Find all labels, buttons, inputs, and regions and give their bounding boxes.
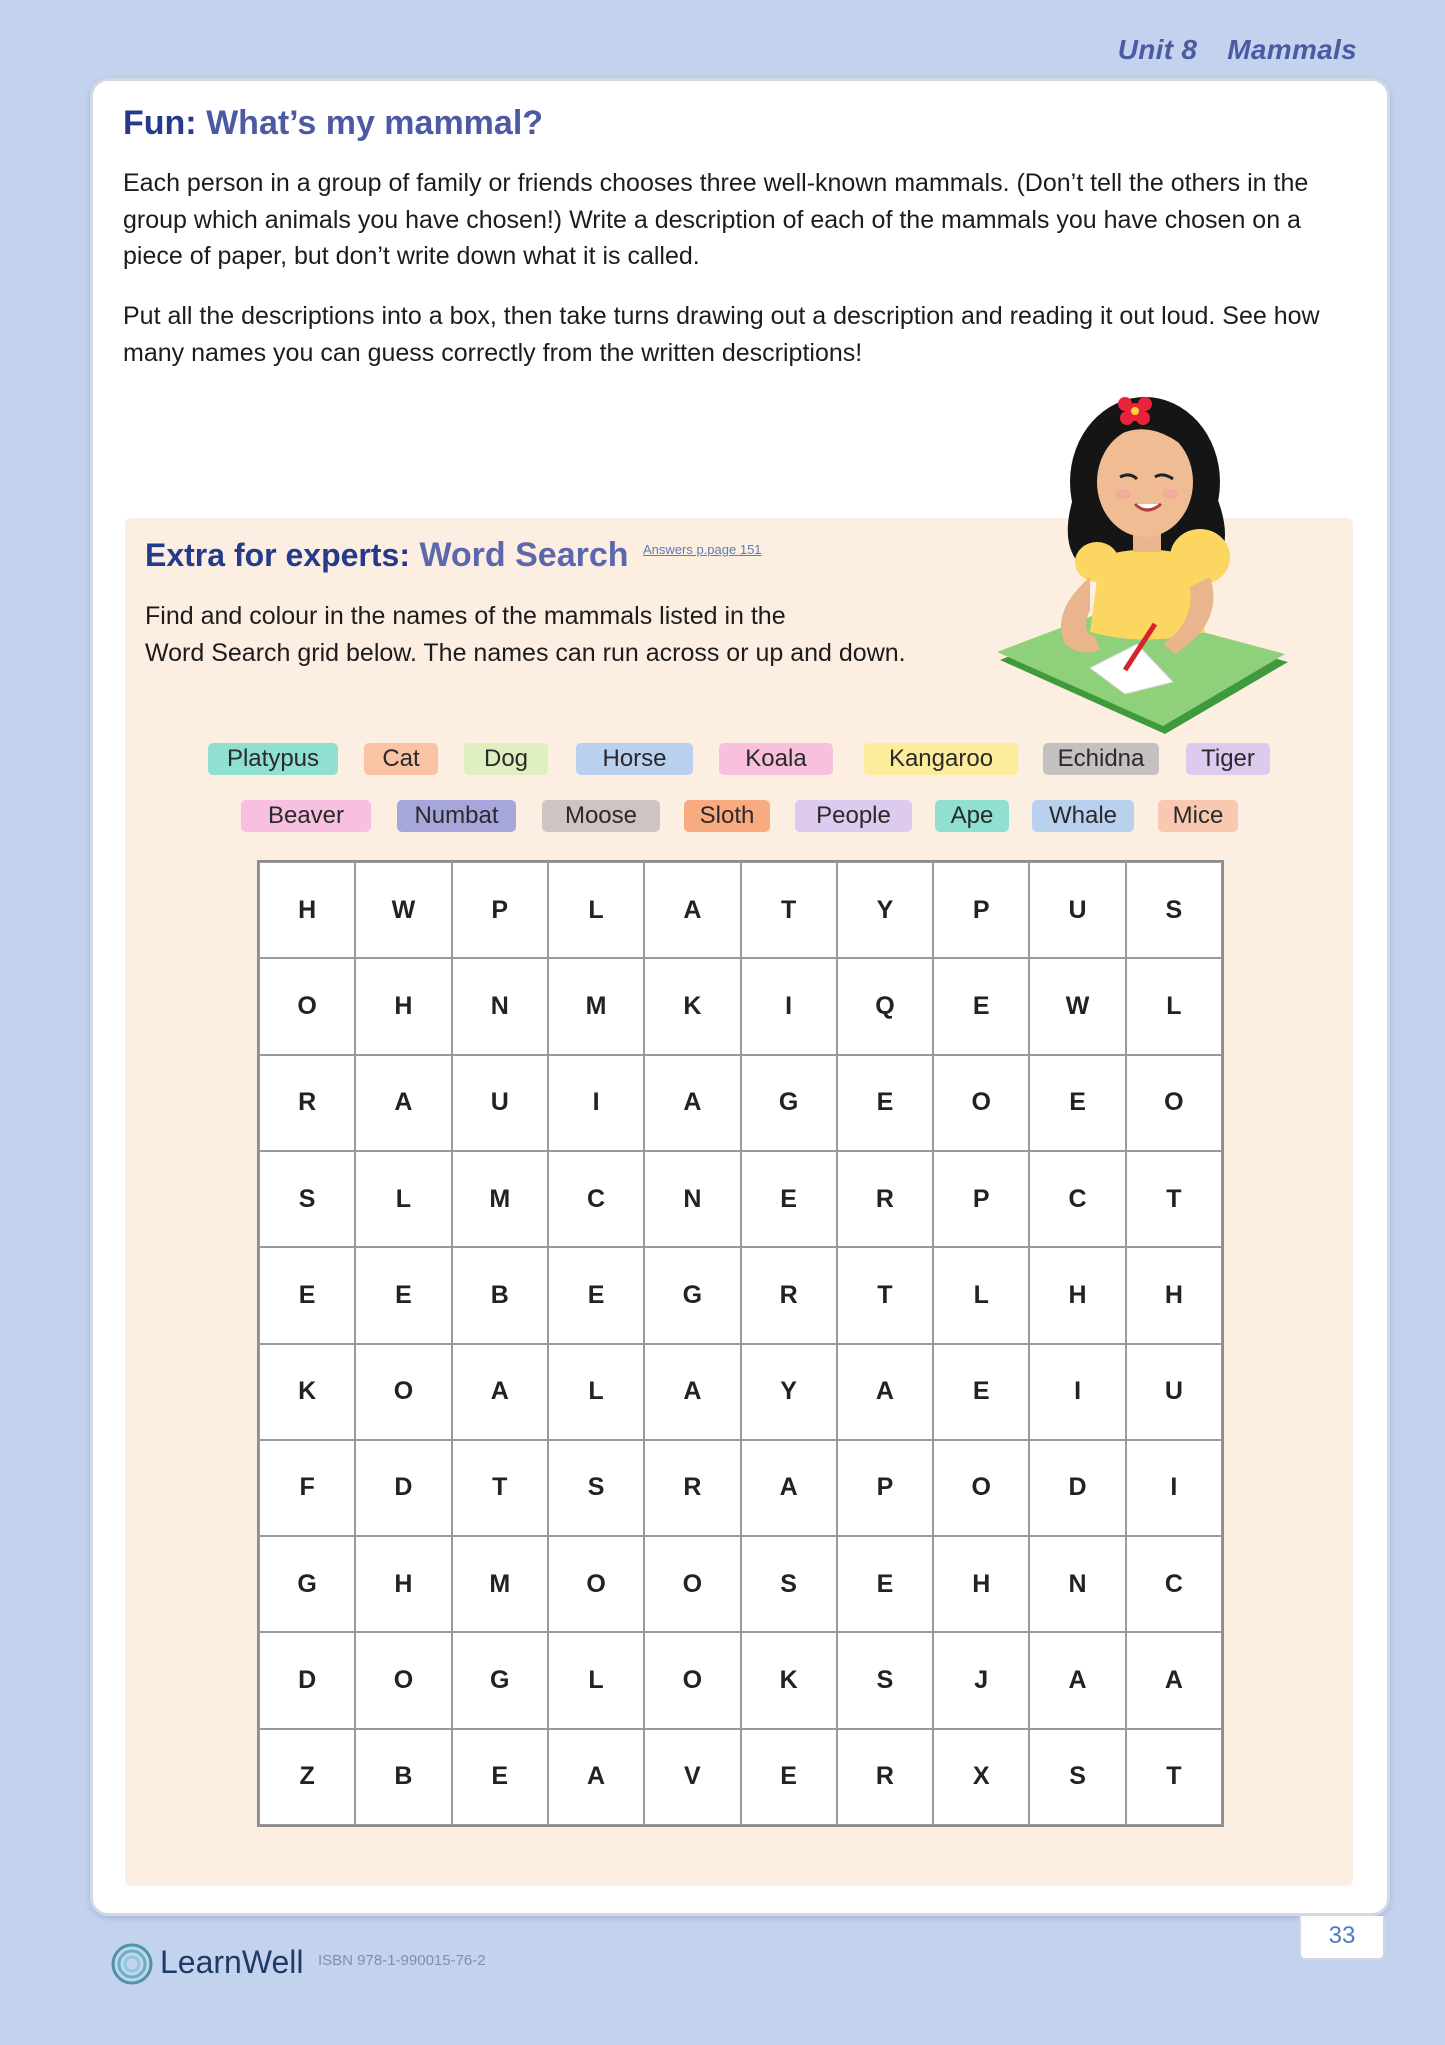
grid-cell[interactable]: E <box>452 1729 548 1825</box>
grid-cell[interactable]: E <box>548 1247 644 1343</box>
grid-cell[interactable]: X <box>933 1729 1029 1825</box>
grid-cell[interactable]: F <box>259 1440 355 1536</box>
grid-cell[interactable]: H <box>259 862 355 958</box>
unit-title: Mammals <box>1227 34 1357 65</box>
grid-cell[interactable]: W <box>355 862 451 958</box>
word-tag[interactable]: Platypus <box>208 743 338 775</box>
brand-name: LearnWell <box>160 1944 304 1980</box>
grid-cell[interactable]: C <box>1126 1536 1222 1632</box>
grid-cell[interactable]: R <box>259 1055 355 1151</box>
word-tag[interactable]: Horse <box>576 743 693 775</box>
fun-paragraph-2: Put all the descriptions into a box, then take turns drawing out a description and reading it out loud. See how many names you can guess correctly from the written descriptions! <box>123 302 1320 367</box>
grid-cell[interactable]: P <box>452 862 548 958</box>
grid-cell[interactable]: B <box>355 1729 451 1825</box>
fun-paragraph-1: Each person in a group of family or friends chooses three well-known mammals. (Don’t tell the others in the group which animals you have chosen!) Write a description of each of the mammals you have chosen on a piece of paper, but don’t write down what it is called. <box>123 169 1309 270</box>
grid-cell[interactable]: L <box>1126 958 1222 1054</box>
grid-cell[interactable]: L <box>548 1344 644 1440</box>
grid-cell[interactable]: E <box>933 1344 1029 1440</box>
grid-cell[interactable]: E <box>837 1536 933 1632</box>
grid-cell[interactable]: L <box>548 862 644 958</box>
grid-cell[interactable]: O <box>259 958 355 1054</box>
grid-cell[interactable]: E <box>259 1247 355 1343</box>
grid-cell[interactable]: I <box>1029 1344 1125 1440</box>
extra-heading <box>145 536 629 575</box>
grid-cell[interactable]: A <box>1126 1632 1222 1728</box>
grid-cell[interactable]: N <box>452 958 548 1054</box>
grid-cell[interactable]: U <box>1029 862 1125 958</box>
grid-cell[interactable]: K <box>644 958 740 1054</box>
word-tag[interactable]: Cat <box>364 743 438 775</box>
extra-title: Word Search <box>419 536 629 574</box>
isbn: ISBN 978-1-990015-76-2 <box>318 1952 486 1969</box>
grid-cell[interactable]: S <box>741 1536 837 1632</box>
grid-cell[interactable]: L <box>355 1151 451 1247</box>
grid-cell[interactable]: A <box>741 1440 837 1536</box>
grid-cell[interactable]: S <box>837 1632 933 1728</box>
grid-cell[interactable]: C <box>548 1151 644 1247</box>
grid-cell[interactable]: G <box>452 1632 548 1728</box>
grid-cell[interactable]: P <box>837 1440 933 1536</box>
grid-cell[interactable]: R <box>837 1151 933 1247</box>
unit-header <box>1118 34 1357 66</box>
grid-cell[interactable]: S <box>1126 862 1222 958</box>
grid-cell[interactable]: A <box>644 1055 740 1151</box>
grid-cell[interactable]: A <box>837 1344 933 1440</box>
page-number: 33 <box>1299 1916 1385 1960</box>
grid-cell[interactable]: D <box>355 1440 451 1536</box>
word-tag[interactable]: Echidna <box>1043 743 1159 775</box>
grid-cell[interactable]: Y <box>837 862 933 958</box>
word-tag[interactable]: Koala <box>719 743 833 775</box>
grid-cell[interactable]: Z <box>259 1729 355 1825</box>
grid-cell[interactable]: Y <box>741 1344 837 1440</box>
grid-cell[interactable]: S <box>548 1440 644 1536</box>
grid-cell[interactable]: R <box>741 1247 837 1343</box>
grid-cell[interactable]: K <box>259 1344 355 1440</box>
word-search-instructions <box>145 598 1025 671</box>
grid-cell[interactable]: E <box>837 1055 933 1151</box>
grid-cell[interactable]: I <box>548 1055 644 1151</box>
grid-cell[interactable]: A <box>1029 1632 1125 1728</box>
grid-cell[interactable]: M <box>548 958 644 1054</box>
grid-cell[interactable]: E <box>355 1247 451 1343</box>
word-tag[interactable]: Sloth <box>684 800 770 832</box>
word-tag[interactable]: Moose <box>542 800 660 832</box>
grid-cell[interactable]: S <box>259 1151 355 1247</box>
grid-cell[interactable]: M <box>452 1536 548 1632</box>
word-tag[interactable]: Numbat <box>397 800 516 832</box>
grid-cell[interactable]: H <box>355 1536 451 1632</box>
instructions-line-1: Find and colour in the names of the mammals listed in the <box>145 602 786 630</box>
grid-cell[interactable]: A <box>644 862 740 958</box>
word-tag[interactable]: Kangaroo <box>864 743 1018 775</box>
grid-cell[interactable]: U <box>1126 1344 1222 1440</box>
grid-cell[interactable]: H <box>355 958 451 1054</box>
fun-title: What’s my mammal? <box>206 104 544 142</box>
word-tag[interactable]: People <box>795 800 912 832</box>
grid-cell[interactable]: P <box>933 862 1029 958</box>
grid-cell[interactable]: E <box>741 1151 837 1247</box>
grid-cell[interactable]: K <box>741 1632 837 1728</box>
grid-cell[interactable]: T <box>837 1247 933 1343</box>
word-tag[interactable]: Whale <box>1032 800 1134 832</box>
grid-cell[interactable]: G <box>644 1247 740 1343</box>
grid-cell[interactable]: O <box>355 1344 451 1440</box>
word-search-grid <box>257 860 1224 1827</box>
grid-cell[interactable]: B <box>452 1247 548 1343</box>
word-tag[interactable]: Beaver <box>241 800 371 832</box>
grid-cell[interactable]: A <box>644 1344 740 1440</box>
grid-cell[interactable]: V <box>644 1729 740 1825</box>
grid-cell[interactable]: D <box>259 1632 355 1728</box>
grid-cell[interactable]: I <box>741 958 837 1054</box>
grid-cell[interactable]: N <box>1029 1536 1125 1632</box>
learnwell-logo-icon <box>110 1942 154 1986</box>
instructions-line-2: Word Search grid below. The names can run across or up and down. <box>145 638 906 667</box>
girl-writing-illustration <box>995 382 1300 740</box>
grid-cell[interactable]: O <box>1126 1055 1222 1151</box>
grid-cell[interactable]: T <box>741 862 837 958</box>
grid-cell[interactable]: J <box>933 1632 1029 1728</box>
grid-cell[interactable]: E <box>933 958 1029 1054</box>
grid-cell[interactable]: W <box>1029 958 1125 1054</box>
grid-cell[interactable]: R <box>644 1440 740 1536</box>
grid-cell[interactable]: O <box>355 1632 451 1728</box>
grid-cell[interactable]: H <box>933 1536 1029 1632</box>
grid-cell[interactable]: I <box>1126 1440 1222 1536</box>
grid-cell[interactable]: R <box>837 1729 933 1825</box>
grid-cell[interactable]: O <box>644 1536 740 1632</box>
grid-cell[interactable]: N <box>644 1151 740 1247</box>
fun-lead: Fun: <box>123 104 197 142</box>
grid-cell[interactable]: E <box>741 1729 837 1825</box>
grid-cell[interactable]: O <box>548 1536 644 1632</box>
grid-cell[interactable]: P <box>933 1151 1029 1247</box>
grid-cell[interactable]: U <box>452 1055 548 1151</box>
fun-heading <box>123 104 543 143</box>
word-tag[interactable]: Ape <box>935 800 1009 832</box>
grid-cell[interactable]: Q <box>837 958 933 1054</box>
extra-lead: Extra for experts: <box>145 537 410 573</box>
grid-cell[interactable]: T <box>1126 1729 1222 1825</box>
grid-cell[interactable]: M <box>452 1151 548 1247</box>
grid-cell[interactable]: A <box>548 1729 644 1825</box>
grid-cell[interactable]: O <box>933 1055 1029 1151</box>
grid-cell[interactable]: O <box>933 1440 1029 1536</box>
grid-cell[interactable]: G <box>741 1055 837 1151</box>
grid-cell[interactable]: T <box>1126 1151 1222 1247</box>
grid-cell[interactable]: L <box>933 1247 1029 1343</box>
grid-cell[interactable]: A <box>452 1344 548 1440</box>
grid-cell[interactable]: L <box>548 1632 644 1728</box>
word-tag[interactable]: Tiger <box>1186 743 1270 775</box>
word-tag[interactable]: Dog <box>464 743 548 775</box>
grid-cell[interactable]: O <box>644 1632 740 1728</box>
grid-cell[interactable]: D <box>1029 1440 1125 1536</box>
answers-link[interactable]: Answers p.page 151 <box>643 542 762 557</box>
grid-cell[interactable]: H <box>1029 1247 1125 1343</box>
grid-cell[interactable]: T <box>452 1440 548 1536</box>
grid-cell[interactable]: S <box>1029 1729 1125 1825</box>
grid-cell[interactable]: E <box>1029 1055 1125 1151</box>
grid-cell[interactable]: G <box>259 1536 355 1632</box>
grid-cell[interactable]: A <box>355 1055 451 1151</box>
word-tag[interactable]: Mice <box>1158 800 1238 832</box>
grid-cell[interactable]: H <box>1126 1247 1222 1343</box>
unit-number: Unit 8 <box>1117 34 1198 65</box>
grid-cell[interactable]: C <box>1029 1151 1125 1247</box>
